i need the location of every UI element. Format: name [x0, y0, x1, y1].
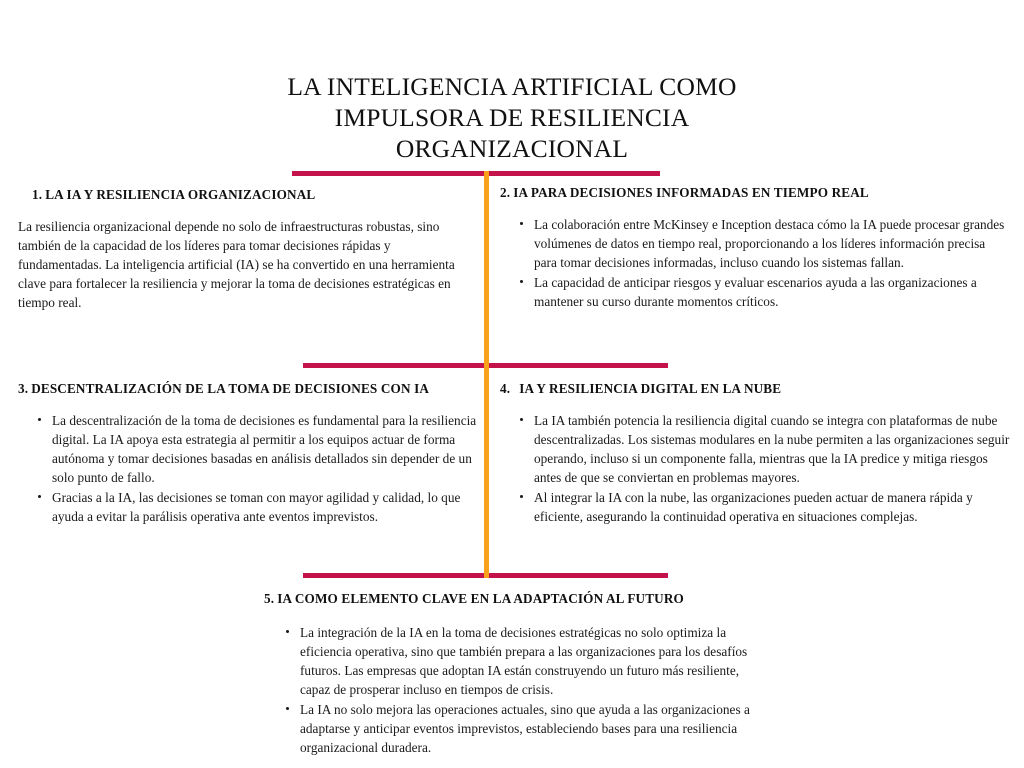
bullet-dot-icon	[520, 418, 523, 421]
list-item-text: La capacidad de anticipar riesgos y evaluar escenarios ayuda a las organizaciones a mantener su curso durante momentos críticos.	[534, 275, 977, 310]
list-item-text: La descentralización de la toma de decisiones es fundamental para la resiliencia digital. La IA apoya esta estrategia al permitir a los equipos actuar de forma autónoma y tomar decisiones basadas en análisis detallados sin depender de un solo punto de fallo.	[52, 413, 477, 486]
list-item-text: La integración de la IA en la toma de decisiones estratégicas no solo optimiza la eficiencia operativa, sino que también prepara a las organizaciones para los desafíos futuros. Las empresas que adoptan IA están construyendo un futuro más resiliente, capaz de prosperar incluso en tiempos de crisis.	[300, 625, 748, 698]
section-4-heading	[500, 380, 1012, 397]
list-item-text: Gracias a la IA, las decisiones se toman con mayor agilidad y calidad, lo que ayuda a evitar la parálisis operativa ante eventos imprevistos.	[52, 490, 461, 525]
section-2-number: 2.	[500, 185, 511, 200]
page-title-line-2: IMPULSORA DE RESILIENCIA	[334, 103, 690, 133]
list-item	[520, 488, 1012, 526]
section-3-number: 3.	[18, 381, 29, 396]
list-item	[286, 700, 758, 757]
list-item-text: La IA también potencia la resiliencia digital cuando se integra con plataformas de nube descentralizadas. Los sistemas modulares en la nube permiten a las organizaciones seguir operando, incluso si un componente falla, mientras que la IA predice y mitiga riesgos antes de que se conviertan en problemas mayores.	[534, 413, 1010, 486]
bullet-dot-icon	[38, 418, 41, 421]
section-1-heading	[18, 186, 470, 203]
section-4-heading-text: IA Y RESILIENCIA DIGITAL EN LA NUBE	[519, 381, 782, 396]
section-5	[258, 590, 758, 758]
list-item-text: La IA no solo mejora las operaciones actuales, sino que ayuda a las organizaciones a adaptarse y anticipar eventos imprevistos, estableciendo bases para una resiliencia organizacional duradera.	[300, 702, 750, 756]
section-2-bullet-list	[500, 215, 1008, 311]
page-title-line-1: LA INTELIGENCIA ARTIFICIAL COMO	[287, 72, 737, 102]
section-4	[500, 380, 1012, 527]
section-1	[18, 186, 470, 312]
bullet-dot-icon	[38, 495, 41, 498]
list-item	[520, 411, 1012, 487]
section-4-bullet-list	[500, 411, 1012, 526]
section-5-number: 5.	[264, 591, 275, 606]
bullet-dot-icon	[520, 280, 523, 283]
list-item	[38, 488, 478, 526]
section-2	[500, 184, 1008, 312]
divider-vertical	[484, 171, 489, 578]
section-3-bullet-list	[18, 411, 478, 526]
section-3-heading-text: DESCENTRALIZACIÓN DE LA TOMA DE DECISIONES CON IA	[31, 381, 430, 396]
list-item-text: Al integrar la IA con la nube, las organizaciones pueden actuar de manera rápida y eficiente, asegurando la continuidad operativa en situaciones complejas.	[534, 490, 973, 525]
list-item-text: La colaboración entre McKinsey e Inception destaca cómo la IA puede procesar grandes volúmenes de datos en tiempo real, proporcionando a los líderes información precisa para tomar decisiones informadas, incluso cuando los sistemas fallan.	[534, 217, 1005, 271]
section-1-heading-text: LA IA Y RESILIENCIA ORGANIZACIONAL	[45, 187, 316, 202]
section-5-heading	[258, 590, 758, 607]
list-item	[38, 411, 478, 487]
section-4-number: 4.	[500, 381, 511, 396]
section-3-heading	[18, 380, 478, 397]
list-item	[520, 273, 1008, 311]
section-2-heading	[500, 184, 1008, 201]
section-3	[18, 380, 478, 527]
list-item	[286, 623, 758, 699]
section-1-paragraph: La resiliencia organizacional depende no solo de infraestructuras robustas, sino también de la capacidad de los líderes para tomar decisiones rápidas y fundamentadas. La inteligencia artificial (IA) se ha convertido en una herramienta clave para fortalecer la resiliencia y mejorar la toma de decisiones estratégicas en tiempo real.	[18, 219, 455, 311]
page-title-line-3: ORGANIZACIONAL	[395, 134, 629, 164]
bullet-dot-icon	[286, 707, 289, 710]
bullet-dot-icon	[520, 222, 523, 225]
section-5-bullet-list	[258, 623, 758, 757]
section-2-heading-text: IA PARA DECISIONES INFORMADAS EN TIEMPO REAL	[513, 185, 869, 200]
bullet-dot-icon	[520, 495, 523, 498]
bullet-dot-icon	[286, 630, 289, 633]
section-1-number: 1.	[32, 187, 43, 202]
page-title	[112, 71, 912, 164]
divider-top	[292, 171, 660, 176]
section-5-heading-text: IA COMO ELEMENTO CLAVE EN LA ADAPTACIÓN AL FUTURO	[277, 591, 684, 606]
list-item	[520, 215, 1008, 272]
